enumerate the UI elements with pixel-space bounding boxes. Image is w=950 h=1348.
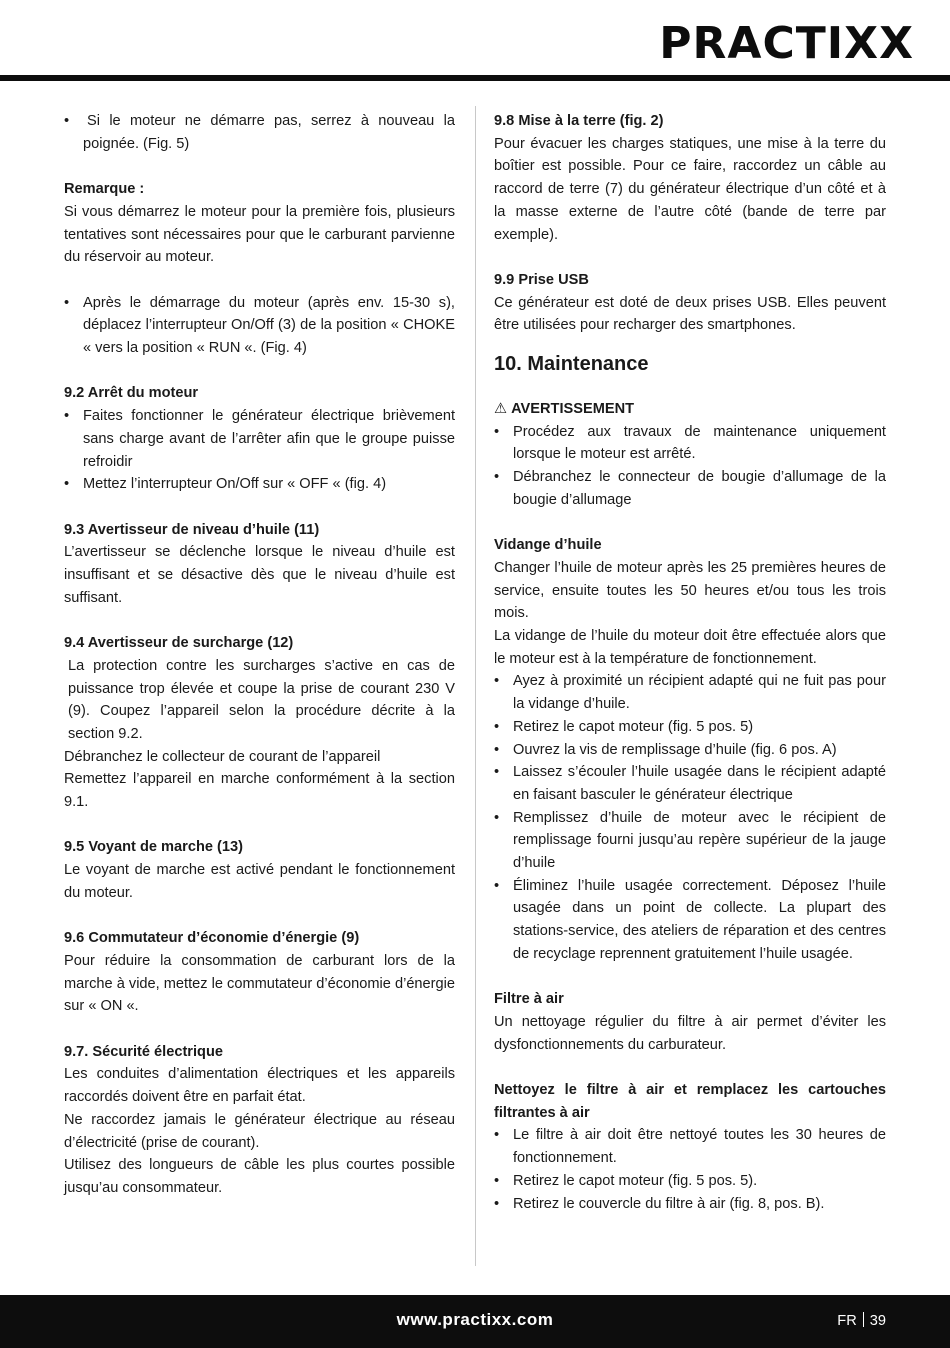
page-number: 39 bbox=[869, 1313, 886, 1329]
section-9-3-text: L’avertisseur se déclenche lorsque le niveau d’huile est insuffisant et se désactive dès que le niveau d’huile est suffisant. bbox=[64, 544, 455, 606]
website-link[interactable]: www.practixx.com bbox=[396, 1310, 554, 1329]
start-list bbox=[64, 110, 455, 155]
footer-bar bbox=[0, 1295, 950, 1348]
list-item: • Remplissez d’huile de moteur avec le récipient de remplissage fourni jusqu’au repère supérieur de la jauge d’huile bbox=[494, 807, 886, 875]
section-9-4-text-2: Débranchez le collecteur de courant de l’appareil bbox=[64, 748, 381, 765]
section-9-6-text: Pour réduire la consommation de carburant lors de la marche à vide, mettez le commutateur d’économie d’énergie sur « ON «. bbox=[64, 952, 455, 1015]
list-item: • Retirez le capot moteur (fig. 5 pos. 5) bbox=[494, 716, 886, 739]
list-item: • Retirez le capot moteur (fig. 5 pos. 5). bbox=[494, 1170, 886, 1193]
section-9-5-heading: 9.5 Voyant de marche (13) bbox=[64, 839, 243, 856]
list-item: • Mettez l’interrupteur On/Off sur « OFF « (fig. 4) bbox=[64, 473, 455, 496]
section-9-2-list bbox=[64, 405, 455, 496]
list-item: • Si le moteur ne démarre pas, serrez à nouveau la poignée. (Fig. 5) bbox=[64, 110, 455, 155]
brand-logo: PRACTIXX bbox=[659, 18, 914, 69]
nettoyez-heading: Nettoyez le filtre à air et remplacez les cartouches filtrantes à air bbox=[494, 1082, 886, 1121]
vidange-list bbox=[494, 670, 886, 965]
section-9-9-text: Ce générateur est doté de deux prises USB. Elles peuvent être utilisées pour recharger des smartphones. bbox=[494, 294, 886, 334]
vidange-heading: Vidange d’huile bbox=[494, 537, 602, 554]
warning-list bbox=[494, 421, 886, 512]
list-item: • Procédez aux travaux de maintenance uniquement lorsque le moteur est arrêté. bbox=[494, 421, 886, 466]
section-9-8-text: Pour évacuer les charges statiques, une mise à la terre du boîtier est possible. Pour ce faire, raccordez un câble au raccord de terre (7) du générateur électrique d’un côté et à la masse externe de l’autre côté (bande de terre par exemple). bbox=[494, 135, 886, 243]
after-start-list bbox=[64, 292, 455, 360]
remarque-text: Si vous démarrez le moteur pour la première fois, plusieurs tentatives sont nécessaires pour que le carburant parvienne du réservoir au moteur. bbox=[64, 203, 455, 266]
left-column bbox=[64, 110, 455, 1200]
section-9-8-heading: 9.8 Mise à la terre (fig. 2) bbox=[494, 113, 664, 129]
section-9-9-heading: 9.9 Prise USB bbox=[494, 271, 589, 288]
warning-icon: ⚠ bbox=[494, 401, 508, 418]
section-9-7-text-3: Utilisez des longueurs de câble les plus courtes possible jusqu’au consommateur. bbox=[64, 1157, 455, 1196]
list-item: • Ouvrez la vis de remplissage d’huile (fig. 6 pos. A) bbox=[494, 739, 886, 762]
language-code: FR bbox=[837, 1313, 857, 1329]
warning-heading bbox=[494, 398, 886, 421]
page-indicator bbox=[837, 1310, 886, 1333]
vidange-text-1: Changer l’huile de moteur après les 25 premières heures de service, ensuite toutes les 50 heures et/ou tous les trois mois. bbox=[494, 559, 886, 622]
section-9-6-heading: 9.6 Commutateur d’économie d’énergie (9) bbox=[64, 930, 360, 947]
vidange-text-2: La vidange de l’huile du moteur doit être effectuée alors que le moteur est à la température de fonctionnement. bbox=[494, 628, 886, 667]
filtre-heading: Filtre à air bbox=[494, 991, 564, 1008]
list-item: • Éliminez l’huile usagée correctement. Déposez l’huile usagée dans un point de collecte. La plupart des stations-service, des ateliers de réparation et des centres de recyclage reprennent gratuitement l’huile usagée. bbox=[494, 875, 886, 966]
section-9-4-heading: 9.4 Avertisseur de surcharge (12) bbox=[64, 635, 294, 652]
section-9-2-heading: 9.2 Arrêt du moteur bbox=[64, 385, 199, 402]
header-rule bbox=[0, 75, 950, 81]
list-item: • Après le démarrage du moteur (après env. 15-30 s), déplacez l’interrupteur On/Off (3) de la position « CHOKE « vers la position « RUN «. (Fig. 4) bbox=[64, 292, 455, 360]
filtre-text: Un nettoyage régulier du filtre à air permet d’éviter les dysfonctionnements du carburateur. bbox=[494, 1013, 886, 1053]
warning-label: AVERTISSEMENT bbox=[511, 401, 635, 418]
list-item: • Débranchez le connecteur de bougie d’allumage de la bougie d’allumage bbox=[494, 466, 886, 511]
list-item: • Ayez à proximité un récipient adapté qui ne fuit pas pour la vidange d’huile. bbox=[494, 670, 886, 715]
section-9-7-text-2: Ne raccordez jamais le générateur électrique au réseau d’électricité (prise de courant). bbox=[64, 1111, 455, 1151]
column-divider bbox=[475, 106, 476, 1266]
remarque-heading: Remarque : bbox=[64, 181, 145, 198]
right-column bbox=[494, 110, 886, 1215]
section-9-7-heading: 9.7. Sécurité électrique bbox=[64, 1043, 223, 1060]
list-item: • Laissez s’écouler l’huile usagée dans le récipient adapté en faisant basculer le générateur électrique bbox=[494, 761, 886, 806]
list-item: • Le filtre à air doit être nettoyé toutes les 30 heures de fonctionnement. bbox=[494, 1124, 886, 1169]
section-9-7-text-1: Les conduites d’alimentation électriques et les appareils raccordés doivent être en parfait état. bbox=[64, 1066, 455, 1106]
nettoyez-list bbox=[494, 1124, 886, 1215]
section-9-4-text: La protection contre les surcharges s’active en cas de puissance trop élevée et coupe la prise de courant 230 V (9). Coupez l’appareil selon la procédure décrite à la section 9.2. bbox=[68, 657, 455, 742]
list-item: • Retirez le couvercle du filtre à air (fig. 8, pos. B). bbox=[494, 1193, 886, 1216]
separator bbox=[863, 1312, 864, 1327]
list-item: • Faites fonctionner le générateur électrique brièvement sans charge avant de l’arrêter afin que le groupe puisse refroidir bbox=[64, 405, 455, 473]
section-9-3-heading: 9.3 Avertisseur de niveau d’huile (11) bbox=[64, 521, 320, 538]
section-10-heading: 10. Maintenance bbox=[494, 353, 649, 376]
section-9-5-text: Le voyant de marche est activé pendant le fonctionnement du moteur. bbox=[64, 862, 455, 901]
section-9-4-text-3: Remettez l’appareil en marche conformément à la section 9.1. bbox=[64, 771, 455, 811]
